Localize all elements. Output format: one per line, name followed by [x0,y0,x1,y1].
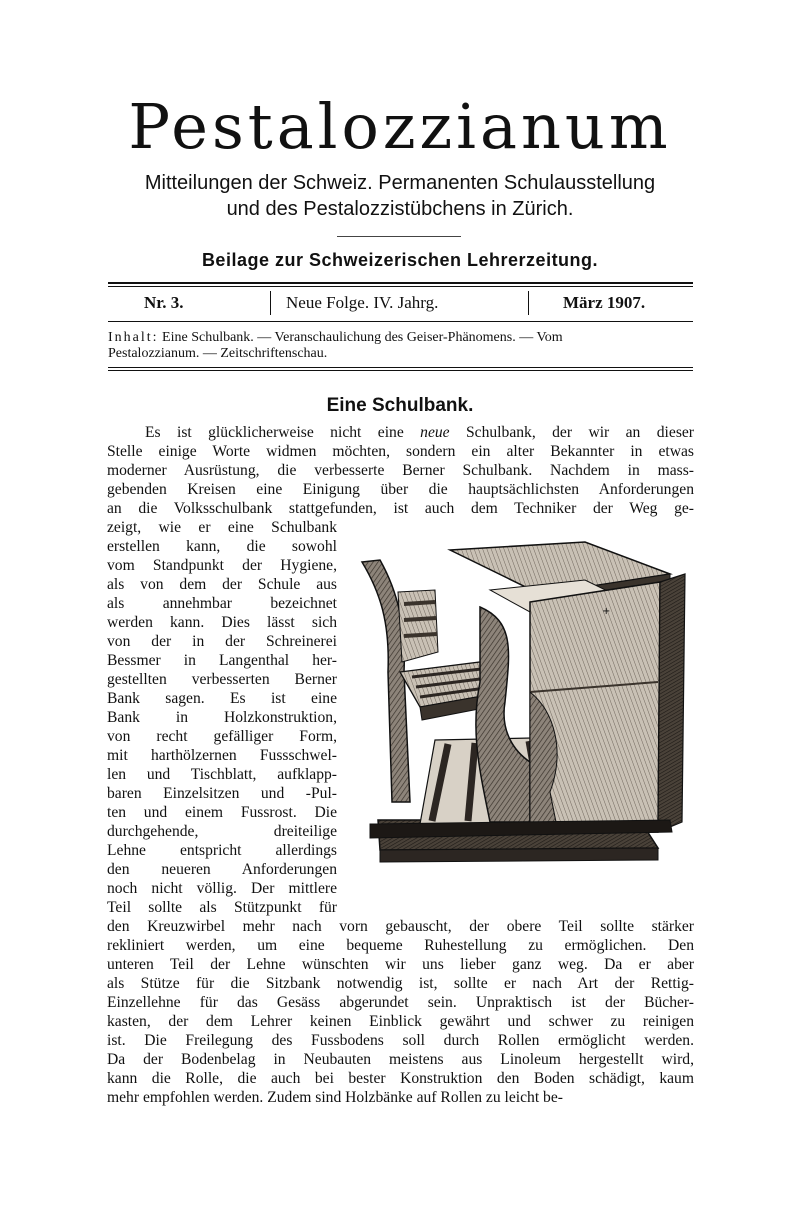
masthead-title: Pestalozzianum [128,90,672,163]
article-line: mehr empfohlen werden. Zudem sind Holzbänke auf Rollen zu leicht be- [107,1089,563,1106]
article-line: als annehmbar bezeichnet [107,595,337,612]
contents-line-2: Pestalozzianum. — Zeitschriftenschau. [108,346,328,361]
article-line: Bank sagen. Es ist eine [107,690,337,707]
article-line: Es ist glücklicherweise nicht eine neue Schulbank, der wir an dieser [145,424,694,441]
short-divider [337,236,461,237]
article-line: Lehne entspricht allerdings [107,842,337,859]
article-line: len und Tischblatt, aufklapp- [107,766,337,783]
article-line: rekliniert werden, um eine bequeme Ruhestellung zu ermöglichen. Den [107,937,694,954]
supplement-line: Beilage zur Schweizerischen Lehrerzeitung. [201,250,599,270]
issue-info-row [108,291,693,315]
article-line: durchgehende, dreiteilige [107,823,337,840]
article-line: Bank in Holzkonstruktion, [107,709,337,726]
article-line: an die Volksschulbank stattgefunden, ist auch dem Techniker der Weg ge- [107,500,694,517]
svg-text:+: + [602,606,611,617]
column-separator [270,291,271,315]
article-line: den neueren Anforderungen [107,861,337,878]
article-line: von der in der Schreinerei [107,633,337,650]
table-of-contents [108,330,698,362]
issue-number: Nr. 3. [144,293,184,312]
contents-line-1: Eine Schulbank. — Veranschaulichung des Geiser-Phänomens. — Vom [158,330,563,345]
article-line: unteren Teil der Lehne wünschten wir uns lieber ganz weg. Da er aber [107,956,694,973]
article-line: Einzellehne für das Gesäss abgerundet sein. Unpraktisch ist der Bücher- [107,994,694,1011]
issue-series: Neue Folge. IV. Jahrg. [286,293,439,312]
subtitle-line-1: Mitteilungen der Schweiz. Permanenten Schulausstellung [144,172,656,194]
article-title: Eine Schulbank. [326,395,474,416]
top-double-rule-inner [108,286,693,287]
article-line: gebenden Kreisen eine Einigung über die hauptsächlichsten Anforderungen [107,481,694,498]
article-line: kasten, der dem Lehrer keinen Einblick gewährt und schwer zu reinigen [107,1013,694,1030]
article-line: Da der Bodenbelag in Neubauten meistens aus Linoleum hergestellt wird, [107,1051,694,1068]
article-line: vom Standpunkt der Hygiene, [107,557,337,574]
article-line: ist. Die Freilegung des Fussbodens soll durch Rollen ermöglicht werden. [107,1032,694,1049]
info-bottom-rule [108,321,693,322]
top-double-rule [108,282,693,284]
article-line: Teil sollte als Stützpunkt für [107,899,337,916]
subtitle-line-2: und des Pestalozzistübchens in Zürich. [226,198,574,220]
article-line: Stelle einige Worte widmen möchten, sondern ein alter Bekannter in etwas [107,443,694,460]
article-line: kann die Rolle, die auch bei bester Konstruktion den Boden schädigt, kaum [107,1070,694,1087]
article-line: Bessmer in Langenthal her- [107,652,337,669]
masthead-subtitle [0,170,800,222]
school-desk-illustration [340,532,698,892]
article-line: als Stütze für die Sitzbank notwendig ist, sollte er nach Art der Rettig- [107,975,694,992]
article-line: ten und einem Fussrost. Die [107,804,337,821]
article-line: erstellen kann, die sowohl [107,538,337,555]
contents-rule [108,367,693,368]
article-line: zeigt, wie er eine Schulbank [107,519,337,536]
article-line: als von dem der Schule aus [107,576,337,593]
article-line: gestellten verbesserten Berner [107,671,337,688]
column-separator [528,291,529,315]
article-line: noch nicht völlig. Der mittlere [107,880,337,897]
article-line: den Kreuzwirbel mehr nach vorn gebauscht, der obere Teil sollte stärker [107,918,694,935]
article-line: von recht gefälliger Form, [107,728,337,745]
article-line: baren Einzelsitzen und -Pul- [107,785,337,802]
contents-label: Inhalt: [108,330,159,345]
issue-date: März 1907. [563,293,646,312]
article-line: mit harthölzernen Fussschwel- [107,747,337,764]
article-line: moderner Ausrüstung, die verbesserte Berner Schulbank. Nachdem in mass- [107,462,694,479]
article-line: werden kann. Dies lässt sich [107,614,337,631]
contents-rule-inner [108,370,693,371]
